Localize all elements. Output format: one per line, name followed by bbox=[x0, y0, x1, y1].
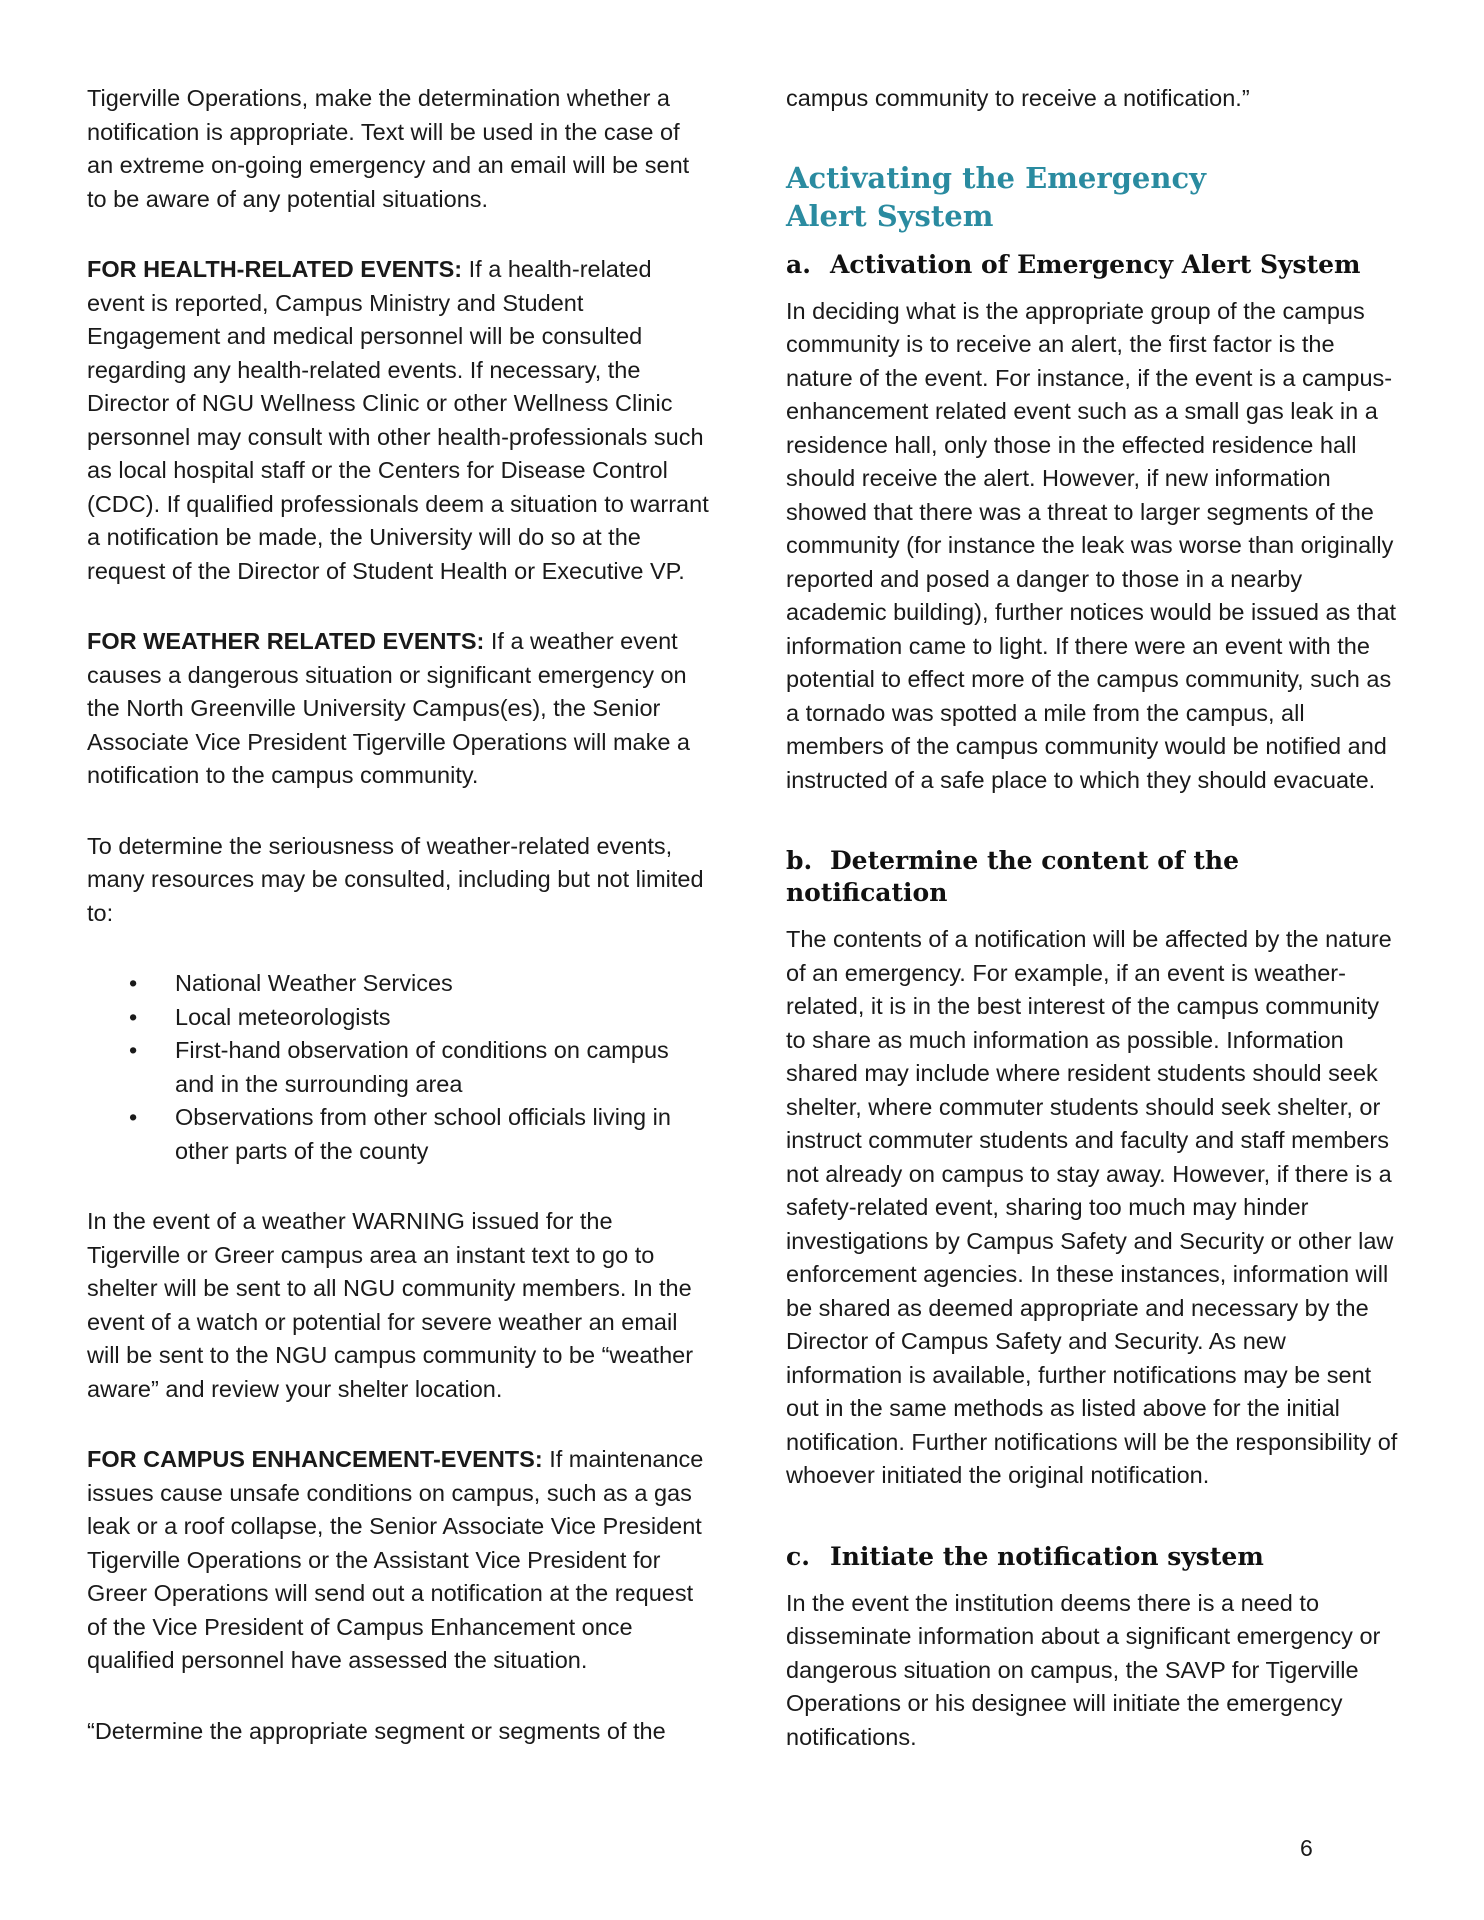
initiate-paragraph: In the event the institution deems there is a need to disseminate information about a significant emergency or dangerous situation on campus, the SAVP for Tigerville Operations or his designee will initiate the emergency notifications. bbox=[786, 1589, 1381, 1750]
subheading-b-title: Determine the content of the notification bbox=[786, 846, 1239, 907]
subheading-c-letter: c. bbox=[786, 1541, 810, 1571]
bullet-icon: • bbox=[129, 970, 138, 996]
list-item: • First-hand observation of conditions on campus and in the surrounding area bbox=[175, 1034, 709, 1101]
seriousness-paragraph: To determine the seriousness of weather-related events, many resources may be consulted, including but not limited to: bbox=[87, 832, 704, 926]
health-events-paragraph bbox=[87, 253, 709, 588]
weather-events-paragraph bbox=[87, 625, 709, 793]
health-events-text: If a health-related event is reported, Campus Ministry and Student Engagement and medical personnel will be consulted regarding any health-related events. If necessary, the Director of NGU Wellness Clinic or other Wellness Clinic personnel may consult with other health-professionals such as local hospital staff or the Centers for Disease Control (CDC). If qualified professionals deem a situation to warrant a notification be made, the University will do so at the request of the Director of Student Health or Executive VP. bbox=[87, 256, 709, 584]
bullet-icon: • bbox=[129, 1003, 138, 1030]
enhancement-events-text: If maintenance issues cause unsafe conditions on campus, such as a gas leak or a roof collapse, the Senior Associate Vice President Tigerville Operations or the Assistant Vice President for Greer Operations will send out a notification at the request of the Vice President of Campus Enhancement once qualified personnel have assessed the situation. bbox=[87, 1446, 704, 1673]
subheading-c bbox=[786, 1541, 1398, 1573]
list-item: • Observations from other school officials living in other parts of the county bbox=[175, 1101, 709, 1168]
weather-warning-paragraph: In the event of a weather WARNING issued for the Tigerville or Greer campus area an instant text to go to shelter will be sent to all NGU community members. In the event of a watch or potential for severe weather an email will be sent to the NGU campus community to be “weather aware” and review your shelter location. bbox=[87, 1208, 694, 1402]
subheading-a bbox=[786, 249, 1398, 281]
content-paragraph: The contents of a notification will be affected by the nature of an emergency. For example, if an event is weather-related, it is in the best interest of the campus community to share as much information as possible. Information shared may include where resident students should seek shelter, where commuter students should seek shelter, or instruct commuter students and faculty and staff members not already on campus to stay away. However, if there is a safety-related event, sharing too much may hinder investigations by Campus Safety and Security or other law enforcement agencies. In these instances, information will be shared as deemed appropriate and necessary by the Director of Campus Safety and Security. As new information is available, further notifications may be sent out in the same methods as listed above for the initial notification. Further notifications will be the responsibility of whoever initiated the original notification. bbox=[786, 926, 1398, 1488]
right-column bbox=[786, 82, 1398, 1754]
subheading-c-title: Initiate the notification system bbox=[830, 1541, 1264, 1571]
quote-end: campus community to receive a notification.” bbox=[786, 85, 1250, 111]
bullet-icon: • bbox=[129, 1037, 138, 1063]
list-item: • Local meteorologists bbox=[175, 1001, 709, 1035]
resources-list bbox=[87, 967, 709, 1168]
activation-paragraph: In deciding what is the appropriate group of the campus community is to receive an alert, the first factor is the nature of the event. For instance, if the event is a campus-enhancement related event such as a small gas leak in a residence hall, only those in the effected residence hall should receive the alert. However, if new information showed that there was a threat to larger segments of the community (for instance the leak was worse than originally reported and posed a danger to those in a nearby academic building), further notices would be issued as that information came to light. If there were an event with the potential to effect more of the campus community, such as a tornado was spotted a mile from the campus, all members of the campus community would be notified and instructed of a safe place to which they should evacuate. bbox=[786, 297, 1397, 793]
subheading-a-title: Activation of Emergency Alert System bbox=[830, 249, 1361, 279]
subheading-a-letter: a. bbox=[786, 249, 811, 279]
enhancement-events-label: FOR CAMPUS ENHANCEMENT-EVENTS: bbox=[87, 1446, 543, 1472]
weather-events-text: If a weather event causes a dangerous situation or significant emergency on the North Greenville University Campus(es), the Senior Associate Vice President Tigerville Operations will make a notification to the campus community. bbox=[87, 628, 691, 788]
health-events-label: FOR HEALTH-RELATED EVENTS: bbox=[87, 256, 463, 282]
list-item: • National Weather Services bbox=[175, 967, 709, 1001]
left-column bbox=[87, 82, 709, 1748]
quote-start: “Determine the appropriate segment or segments of the bbox=[87, 1717, 666, 1744]
section-heading: Activating the Emergency Alert System bbox=[786, 160, 1206, 233]
enhancement-events-paragraph bbox=[87, 1443, 709, 1678]
subheading-b bbox=[786, 845, 1398, 909]
page-number: 6 bbox=[1300, 1835, 1313, 1861]
weather-events-label: FOR WEATHER RELATED EVENTS: bbox=[87, 628, 485, 654]
bullet-icon: • bbox=[129, 1104, 138, 1130]
subheading-b-letter: b. bbox=[786, 846, 813, 875]
intro-paragraph: Tigerville Operations, make the determination whether a notification is appropriate. Text will be used in the case of an extreme on-going emergency and an email will be sent to be aware of any potential situations. bbox=[87, 85, 690, 212]
